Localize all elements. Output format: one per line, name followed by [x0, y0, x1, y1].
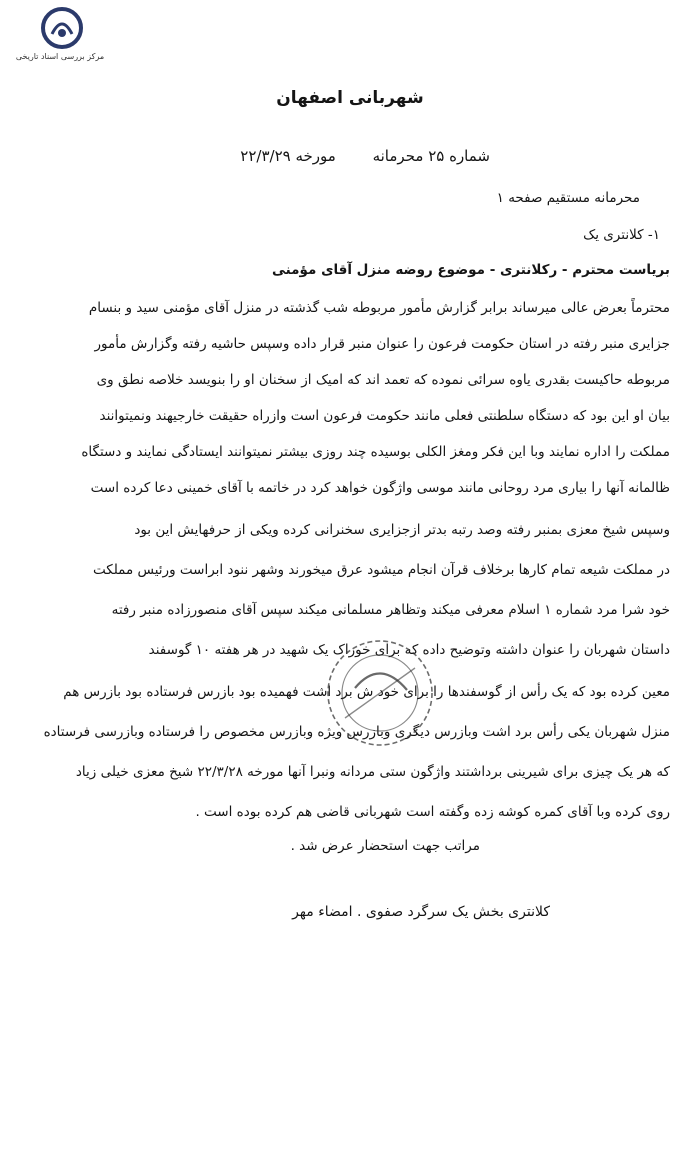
- signature-line: کلانتری بخش یک سرگرد صفوی . امضاء مهر: [292, 904, 550, 920]
- document-number: شماره ۲۵ محرمانه: [372, 147, 490, 165]
- body-line: روی کرده وبا آقای کمره کوشه زده وگفته است شهربانی قاضی هم کرده بوده است .: [195, 804, 670, 820]
- page-note: محرمانه مستقیم صفحه ۱: [496, 190, 640, 206]
- number-date-row: [30, 146, 490, 166]
- body-line: محترماً بعرض عالی میرساند برابر گزارش مأمور مربوطه شب گذشته در منزل آقای مؤمنی سید و بنسام: [88, 300, 670, 316]
- archive-logo: [10, 6, 110, 70]
- body-line: مربوطه حاکیست بقدری یاوه سرائی نموده که تعمد اند که امیک از سخنان او را بنویسد خلاصه نطق وی: [96, 372, 670, 388]
- document-date: مورخه ۲۲/۳/۲۹: [240, 147, 336, 165]
- archive-logo-caption: مرکز بررسی اسناد تاریخی: [15, 52, 105, 61]
- recipient: ۱- کلانتری یک: [583, 227, 660, 243]
- body-line: جزایری منبر رفته در استان حکومت فرعون را عنوان منبر قرار داده وسپس حاشیه رفته وگزارش مأمور: [94, 336, 670, 352]
- closing-line: مراتب جهت استحضار عرض شد .: [290, 838, 480, 854]
- body-line: در مملکت شیعه تمام کارها برخلاف قرآن انجام میشود عرق میخورند وشهر ننود ابراست ورئیس مملکت: [93, 562, 670, 578]
- document-title: شهربانی اصفهان: [276, 88, 424, 108]
- body-line: ظالمانه آنها را بیاری مرد روحانی مانند موسی واژگون خواهد کرد در خاتمه با آقای خمینی دعا کرده است: [90, 480, 670, 496]
- body-line: مملکت را اداره نمایند وبا این فکر ومغز الکلی بوسیده چند روزی بیشتر نمیتوانند ایستادگی نمایند و دستگاه: [81, 444, 670, 460]
- subject-line: بریاست محترم - رکلانتری - موضوع روضه منزل آقای مؤمنی: [272, 262, 670, 278]
- body-line: خود شرا مرد شماره ۱ اسلام معرفی میکند وتظاهر مسلمانی میکند سپس آقای منصورزاده منبر رفته: [111, 602, 670, 618]
- archive-circle-logo-icon: [40, 6, 84, 50]
- body-line: داستان شهربان را عنوان داشته وتوضیح داده که برای خوراک یک شهید در هر هفته ۱۰ گوسفند: [148, 642, 670, 658]
- body-line: بیان او این بود که دستگاه سلطنتی فعلی مانند حکومت فرعون است وازراه حقیقت خارجیهند ونمیتوانند: [99, 408, 670, 424]
- body-line: معین کرده بود که یک رأس از گوسفندها را برای خود ش برد اشت فهمیده بود بازرس فرستاده بود بازرس هم: [63, 684, 670, 700]
- body-line: منزل شهربان یکی رأس برد اشت وبازرس دیگری وبازرس ویژه وبازرس مخصوص را فرستاده وبازرسی فرستاده: [43, 724, 670, 740]
- circular-ink-stamp-icon: [315, 628, 445, 758]
- body-line: که هر یک چیزی برای شیرینی برداشتند واژگون ستی مردانه ونبرا آنها مورخه ۲۲/۳/۲۸ شیخ معزی خیلی زیاد: [75, 764, 670, 780]
- body-line: وسپس شیخ معزی بمنبر رفته وصد رتبه بدتر ازجزایری سخنرانی کرده ویکی از حرفهایش این بود: [134, 522, 670, 538]
